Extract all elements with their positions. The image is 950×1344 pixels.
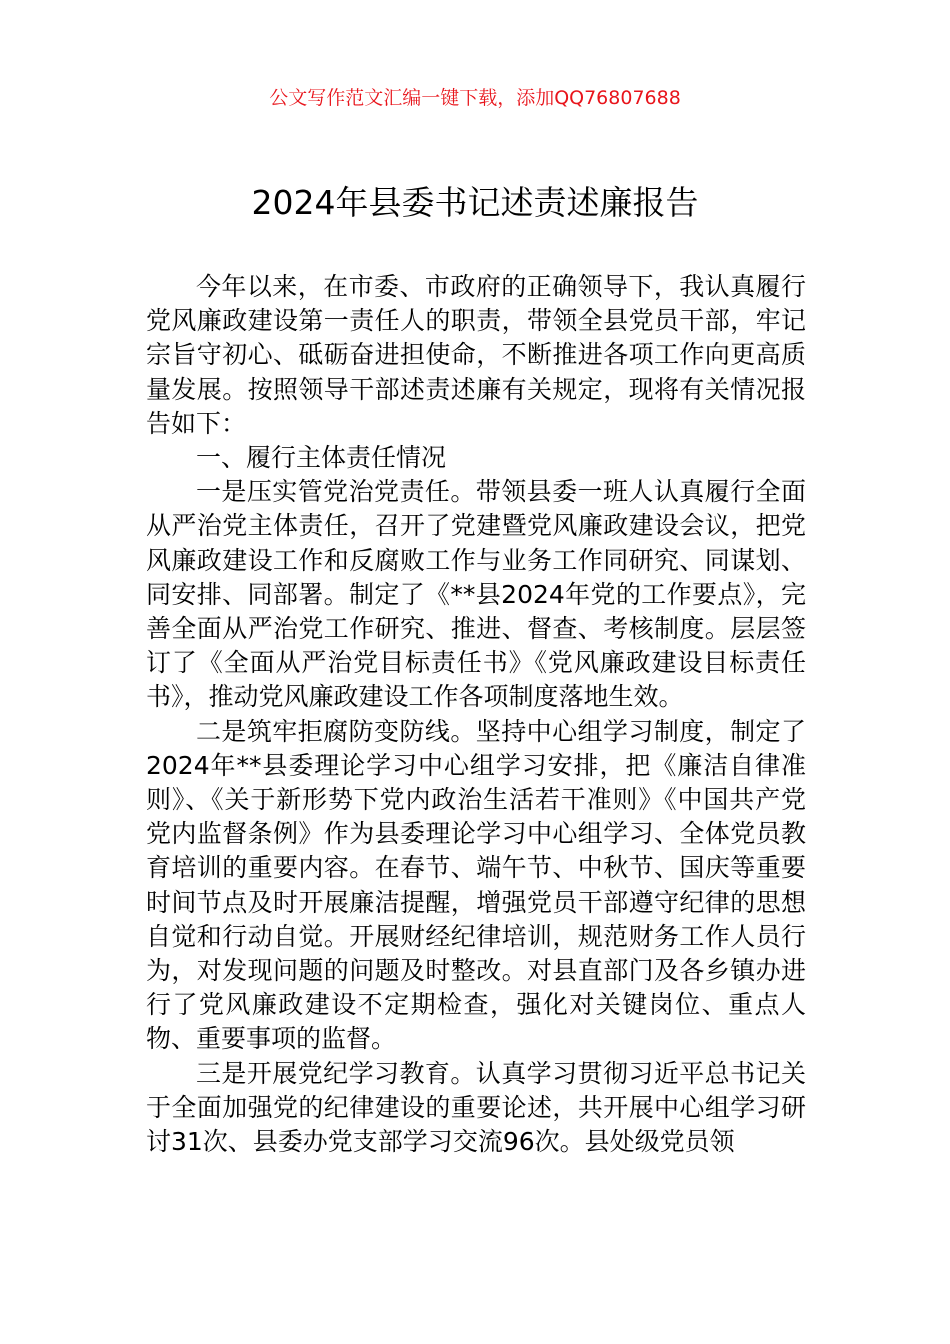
paragraph-2: 二是筑牢拒腐防变防线。坚持中心组学习制度，制定了2024年**县委理论学习中心组学习安排，把《廉洁自律准则》、《关于新形势下党内政治生活若干准则》《中国共产党党内监督条例》作为县委理论学习中心组学习、全体党员教育培训的重要内容。在春节、端午节、中秋节、国庆等重要时间节点及时开展廉洁提醒，增强党员干部遵守纪律的思想自觉和行动自觉。开展财经纪律培训，规范财务工作人员行为，对发现问题的问题及时整改。对县直部门及各乡镇办进行了党风廉政建设不定期检查，强化对关键岗位、重点人物、重要事项的监督。 bbox=[146, 716, 806, 1054]
document-body bbox=[146, 270, 806, 1159]
section-heading: 一、履行主体责任情况 bbox=[196, 443, 447, 473]
page-title: 2024年县委书记述责述廉报告 bbox=[251, 183, 699, 222]
paragraph-3: 三是开展党纪学习教育。认真学习贯彻习近平总书记关于全面加强党的纪律建设的重要论述，共开展中心组学习研讨31次、县委办党支部学习交流96次。县处级党员领 bbox=[146, 1058, 806, 1157]
paragraph-intro: 今年以来，在市委、市政府的正确领导下，我认真履行党风廉政建设第一责任人的职责，带领全县党员干部，牢记宗旨守初心、砥砺奋进担使命，不断推进各项工作向更高质量发展。按照领导干部述责述廉有关规定，现将有关情况报告如下： bbox=[146, 272, 806, 438]
watermark-banner: 公文写作范文汇编一键下载，添加QQ76807688 bbox=[269, 87, 681, 109]
paragraph-1: 一是压实管党治党责任。带领县委一班人认真履行全面从严治党主体责任，召开了党建暨党风廉政建设会议，把党风廉政建设工作和反腐败工作与业务工作同研究、同谋划、同安排、同部署。制定了《**县2024年党的工作要点》，完善全面从严治党工作研究、推进、督查、考核制度。层层签订了《全面从严治党目标责任书》《党风廉政建设目标责任书》，推动党风廉政建设工作各项制度落地生效。 bbox=[146, 477, 806, 712]
